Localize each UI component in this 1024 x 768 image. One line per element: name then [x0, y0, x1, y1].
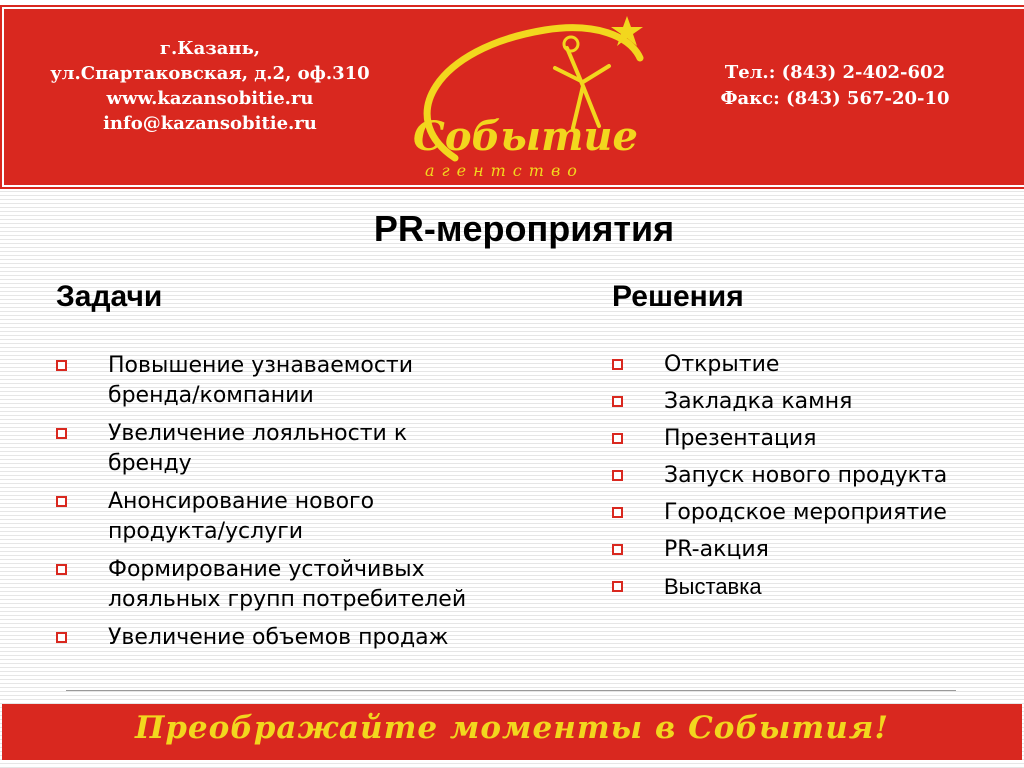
list-item [56, 623, 576, 653]
figure-head-icon [564, 37, 578, 51]
divider [66, 690, 956, 691]
contact-address [40, 36, 380, 136]
logo-name: Событие [413, 113, 638, 160]
bullet-checkbox-icon [612, 470, 623, 481]
bullet-checkbox-icon [612, 581, 623, 592]
list-item [56, 351, 576, 411]
list-item-text: Выставка [664, 574, 762, 599]
list-item-text: PR-акция [664, 537, 769, 562]
logo-graphic [395, 8, 665, 180]
tasks-list [56, 351, 576, 653]
list-item-text: лояльных групп потребителей [108, 587, 467, 612]
website-link[interactable]: www.kazansobitie.ru [106, 88, 314, 109]
list-item-text: Закладка камня [664, 389, 853, 414]
footer-slogan: Преображайте моменты в События! [134, 710, 890, 746]
list-item [612, 350, 1012, 380]
list-item-text: Городское мероприятие [664, 500, 947, 525]
tasks-heading: Задачи [56, 280, 163, 313]
list-item-text: Увеличение лояльности к [108, 421, 408, 446]
address-city: г.Казань, [159, 38, 261, 59]
contact-phones [700, 60, 970, 112]
footer-banner [2, 704, 1022, 760]
header [0, 0, 1024, 188]
list-item-text: Презентация [664, 426, 817, 451]
fax-number: Факс: (843) 567-20-10 [720, 88, 950, 109]
solutions-heading: Решения [612, 280, 744, 313]
address-street: ул.Спартаковская, д.2, оф.310 [50, 63, 370, 84]
email-link[interactable]: info@kazansobitie.ru [103, 113, 317, 134]
list-item [612, 461, 1012, 491]
phone-number: Тел.: (843) 2-402-602 [724, 62, 946, 83]
list-item-text: бренда/компании [108, 383, 314, 408]
bullet-checkbox-icon [56, 564, 67, 575]
list-item [612, 387, 1012, 417]
list-item [56, 555, 576, 615]
list-item-text: бренду [108, 451, 192, 476]
bullet-checkbox-icon [612, 359, 623, 370]
slide-title: PR-мероприятия [373, 208, 675, 249]
list-item-text: Открытие [664, 352, 780, 377]
bullet-checkbox-icon [612, 396, 623, 407]
solutions-list [612, 350, 1012, 603]
list-item [612, 535, 1012, 565]
list-item [612, 498, 1012, 528]
bullet-checkbox-icon [56, 632, 67, 643]
logo-subtitle: агентство [425, 161, 584, 180]
bullet-checkbox-icon [56, 428, 67, 439]
bullet-checkbox-icon [612, 507, 623, 518]
list-item [612, 572, 1012, 603]
list-item-text: Анонсирование нового [108, 489, 375, 514]
list-item [612, 424, 1012, 454]
bullet-checkbox-icon [612, 544, 623, 555]
list-item-text: Формирование устойчивых [108, 557, 425, 582]
list-item-text: Повышение узнаваемости [108, 353, 414, 378]
list-item-text: продукта/услуги [108, 519, 304, 544]
bullet-checkbox-icon [612, 433, 623, 444]
list-item [56, 487, 576, 547]
list-item-text: Запуск нового продукта [664, 463, 948, 488]
company-logo [395, 8, 665, 180]
bullet-checkbox-icon [56, 360, 67, 371]
bullet-checkbox-icon [56, 496, 67, 507]
list-item [56, 419, 576, 479]
list-item-text: Увеличение объемов продаж [108, 625, 449, 650]
